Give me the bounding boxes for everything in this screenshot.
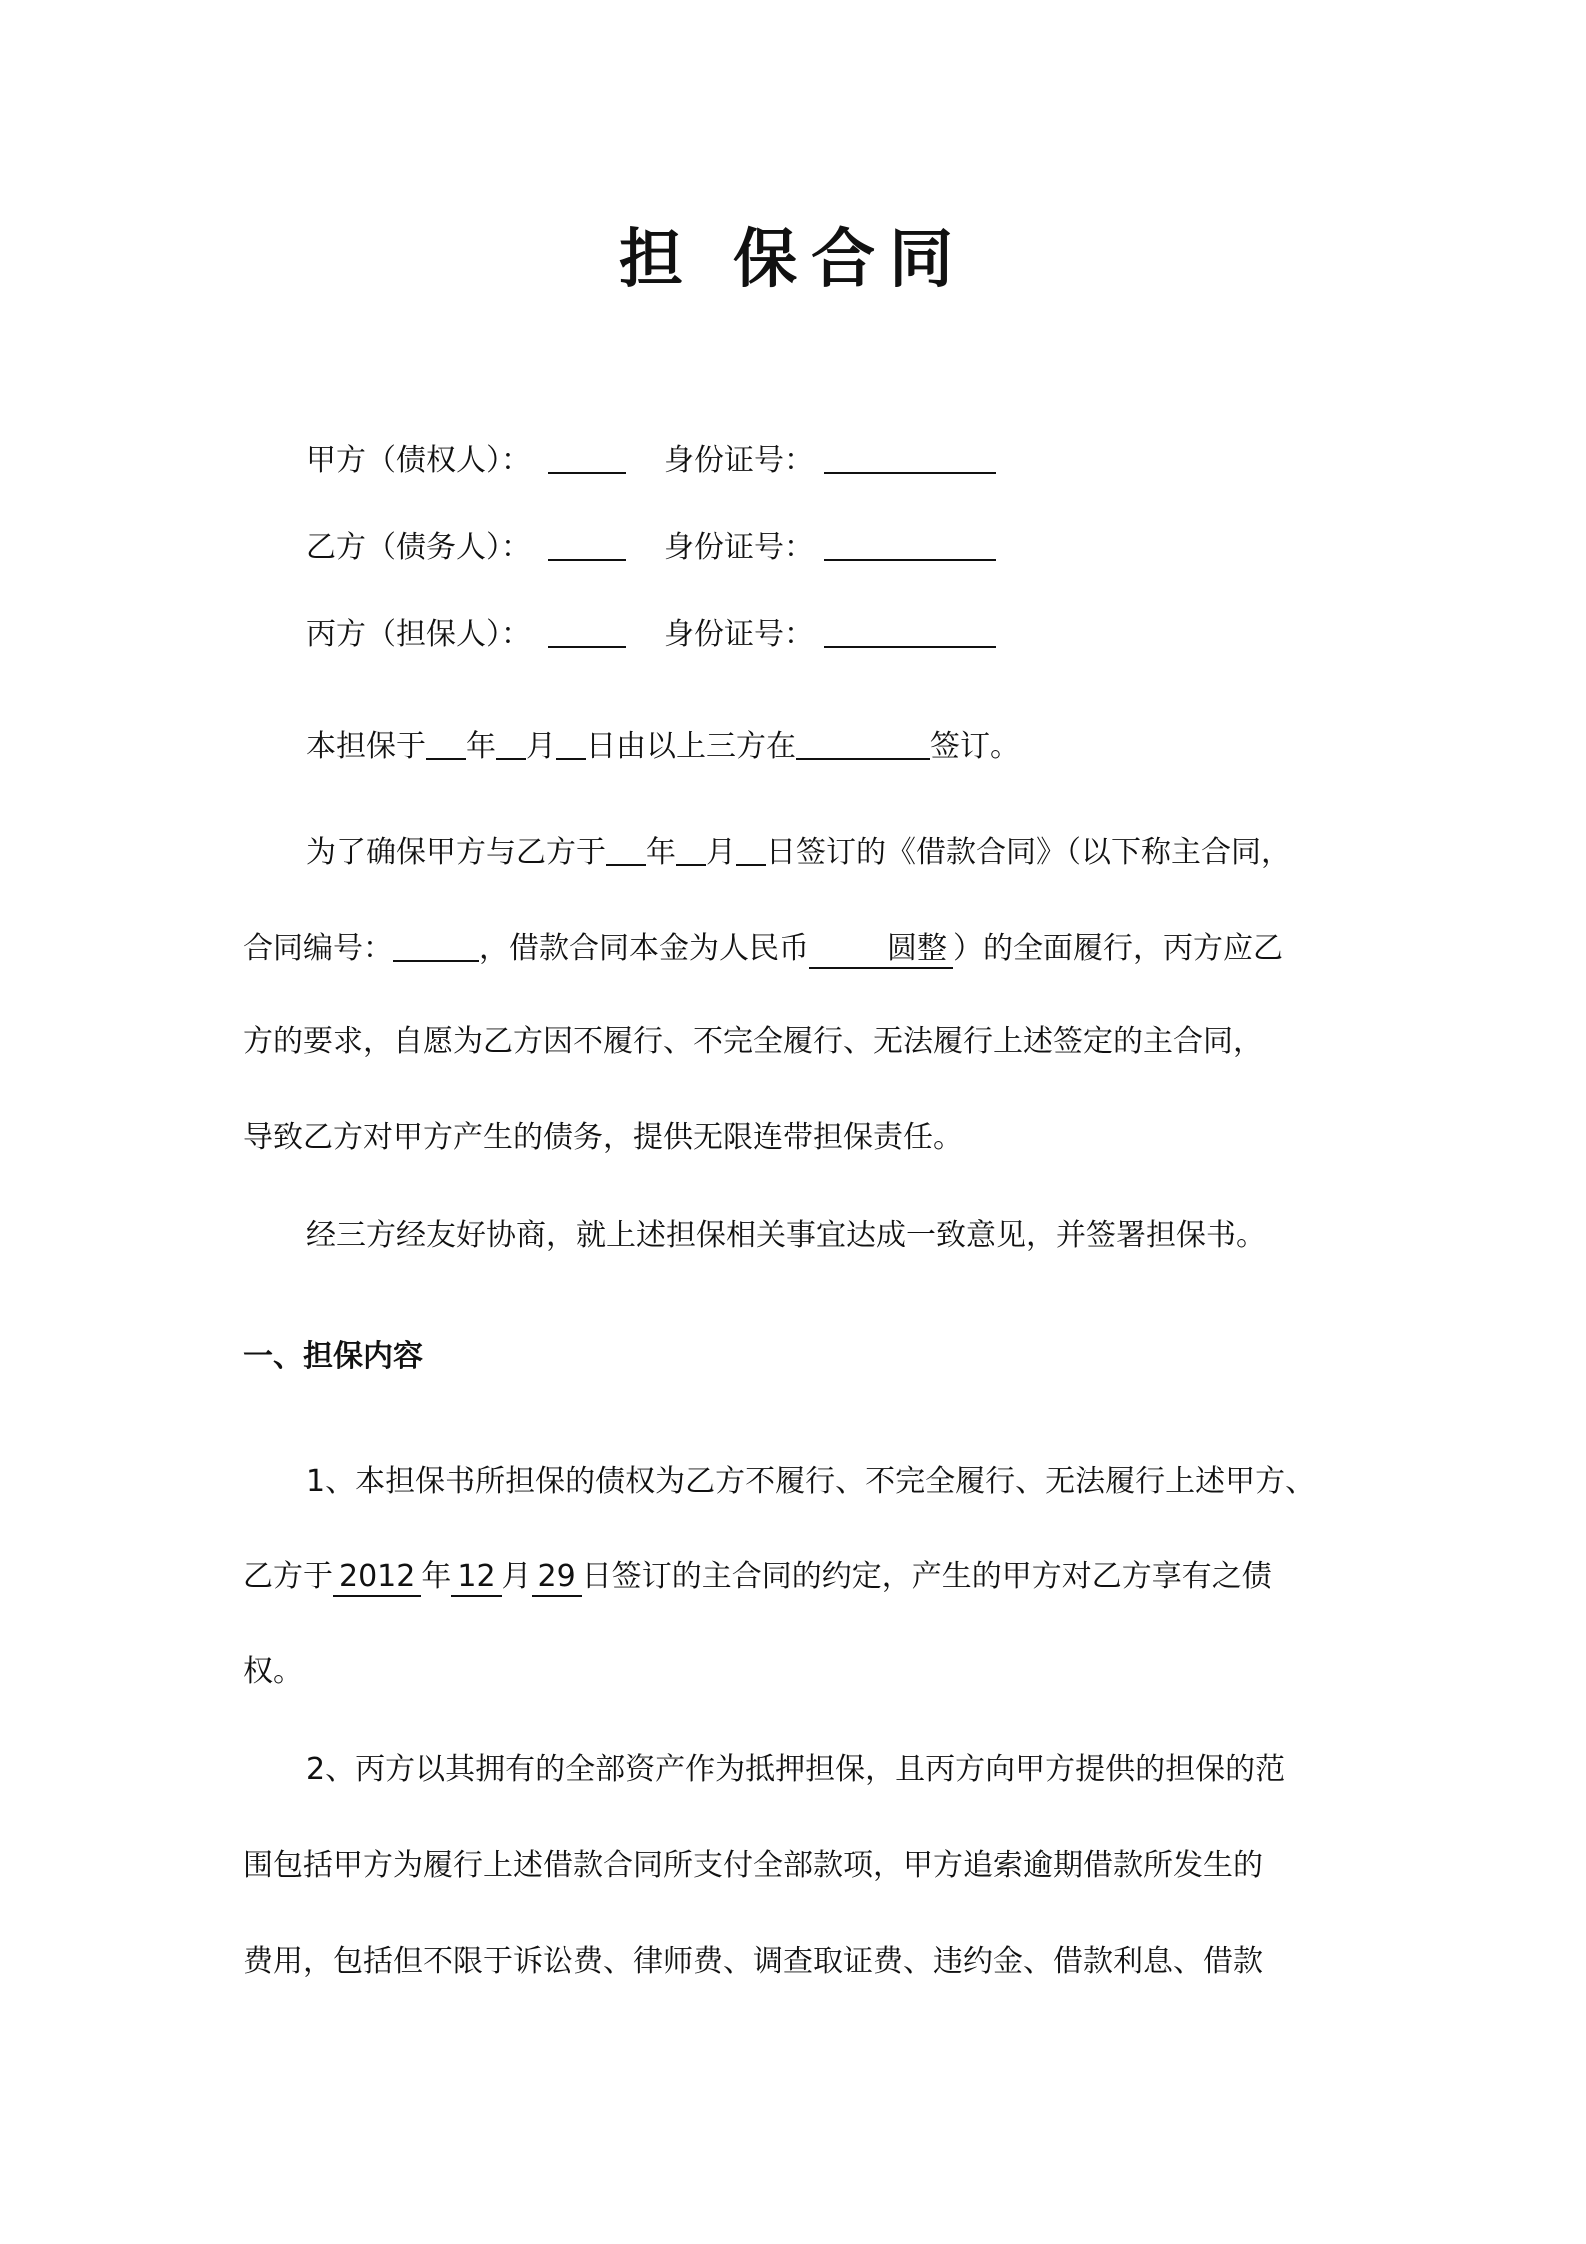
year-value: 2012 xyxy=(333,1559,421,1597)
text: 月 xyxy=(501,1559,532,1594)
clause2-line-2: 围包括甲方为履行上述借款合同所支付全部款项，甲方追索逾期借款所发生的 xyxy=(243,1848,1263,1883)
blank xyxy=(496,724,526,760)
purpose-line-4: 导致乙方对甲方产生的债务，提供无限连带担保责任。 xyxy=(243,1120,963,1155)
purpose-line-2 xyxy=(243,926,1283,969)
text: 日由以上三方在 xyxy=(586,729,796,764)
text: 月 xyxy=(706,835,736,870)
text: ，借款合同本金为人民币 xyxy=(479,931,809,966)
text: 签订。 xyxy=(930,729,1020,764)
id-blank xyxy=(824,525,996,561)
blank xyxy=(426,724,466,760)
text: 合同编号： xyxy=(243,931,393,966)
section-heading: 一、担保内容 xyxy=(243,1339,423,1374)
text: 本担保于 xyxy=(306,729,426,764)
clause1-line-2 xyxy=(243,1557,1272,1597)
document-title: 担 保合同 xyxy=(618,223,968,297)
text: 年 xyxy=(646,835,676,870)
amount-field: 圆整 xyxy=(809,931,953,969)
party-label: 乙方（债务人）： xyxy=(306,530,531,565)
party-label: 丙方（担保人）： xyxy=(306,617,531,652)
clause1-line-1: 1、本担保书所担保的债权为乙方不履行、不完全履行、无法履行上述甲方、 xyxy=(306,1464,1316,1499)
clause2-line-1: 2、丙方以其拥有的全部资产作为抵押担保，且丙方向甲方提供的担保的范 xyxy=(306,1752,1286,1787)
text: ）的全面履行，丙方应乙 xyxy=(953,931,1283,966)
text: 日签订的《借款合同》（以下称主合同， xyxy=(766,835,1291,870)
blank xyxy=(606,830,646,866)
purpose-line-1 xyxy=(306,830,1291,873)
purpose-line-3: 方的要求，自愿为乙方因不履行、不完全履行、无法履行上述签定的主合同， xyxy=(243,1024,1263,1059)
month-value: 12 xyxy=(451,1559,501,1597)
day-value: 29 xyxy=(532,1559,582,1597)
id-label: 身份证号： xyxy=(664,443,814,478)
blank xyxy=(796,724,930,760)
text: 乙方于 xyxy=(243,1559,333,1594)
name-blank xyxy=(548,438,626,474)
signing-paragraph xyxy=(306,724,1020,767)
clause1-line-3: 权。 xyxy=(243,1654,303,1689)
blank xyxy=(393,926,479,962)
consensus-paragraph: 经三方经友好协商，就上述担保相关事宜达成一致意见，并签署担保书。 xyxy=(306,1218,1266,1253)
text: 为了确保甲方与乙方于 xyxy=(306,835,606,870)
text: 月 xyxy=(526,729,556,764)
party-label: 甲方（债权人）： xyxy=(306,443,531,478)
name-blank xyxy=(548,525,626,561)
blank xyxy=(676,830,706,866)
text: 年 xyxy=(421,1559,452,1594)
text: 年 xyxy=(466,729,496,764)
party-row-debtor xyxy=(306,525,996,568)
party-row-guarantor xyxy=(306,612,996,655)
id-blank xyxy=(824,438,996,474)
blank xyxy=(736,830,766,866)
text: 日签订的主合同的约定，产生的甲方对乙方享有之债 xyxy=(581,1559,1272,1594)
id-label: 身份证号： xyxy=(664,617,814,652)
party-row-creditor xyxy=(306,438,996,481)
name-blank xyxy=(548,612,626,648)
id-blank xyxy=(824,612,996,648)
clause2-line-3: 费用，包括但不限于诉讼费、律师费、调查取证费、违约金、借款利息、借款 xyxy=(243,1944,1263,1979)
id-label: 身份证号： xyxy=(664,530,814,565)
blank xyxy=(556,724,586,760)
